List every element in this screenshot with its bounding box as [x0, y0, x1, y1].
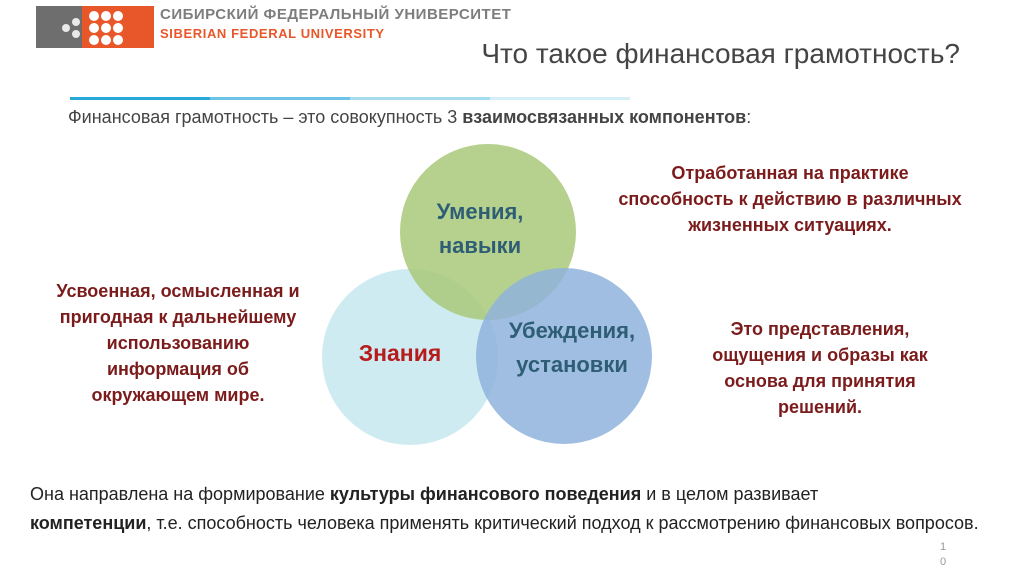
knowledge-desc-line: окружающем мире. [91, 385, 265, 405]
beliefs-desc-line: основа для принятия [724, 371, 916, 391]
beliefs-desc-line: решений. [777, 397, 863, 417]
circle-label-skills [410, 195, 550, 263]
beliefs-desc-line: ощущения и образы как [712, 345, 928, 365]
bottom-text-1: Она направлена на формирование [30, 484, 330, 504]
skills-desc-line: жизненных ситуациях. [688, 215, 892, 235]
intro-bold: взаимосвязанных компонентов [462, 107, 747, 127]
circle-label-beliefs [492, 314, 652, 382]
skills-line1: Умения, [436, 199, 524, 224]
title-rule-1 [70, 97, 210, 100]
knowledge-desc-line: использованию [106, 333, 250, 353]
skills-description [590, 160, 990, 238]
bottom-bold-1: культуры финансового поведения [329, 484, 642, 504]
knowledge-desc-line: пригодная к дальнейшему [59, 307, 297, 327]
knowledge-desc-line: информация об [106, 359, 250, 379]
title-rule-4 [490, 97, 630, 100]
title-rule-3 [350, 97, 490, 100]
title-rule-2 [210, 97, 350, 100]
beliefs-line1: Убеждения, [508, 318, 636, 343]
intro-text [68, 107, 751, 128]
intro-suffix: : [746, 107, 752, 127]
university-logo [36, 2, 154, 52]
beliefs-desc-line: Это представления, [730, 319, 910, 339]
skills-desc-line: Отработанная на практике [671, 163, 909, 183]
beliefs-line2: установки [516, 352, 628, 377]
university-name-en: SIBERIAN FEDERAL UNIVERSITY [160, 26, 385, 41]
circle-label-knowledge: Знания [358, 340, 442, 366]
bottom-text-2: и в целом развивает [641, 484, 819, 504]
bottom-paragraph [30, 480, 990, 538]
page-number [936, 540, 950, 570]
university-name-ru: СИБИРСКИЙ ФЕДЕРАЛЬНЫЙ УНИВЕРСИТЕТ [160, 6, 512, 23]
knowledge-desc-line: Усвоенная, осмысленная и [56, 281, 300, 301]
page-number-digit: 0 [939, 556, 947, 568]
slide-title: Что такое финансовая грамотность? [481, 38, 960, 69]
skills-desc-line: способность к действию в различных [618, 189, 962, 209]
beliefs-description [680, 316, 960, 420]
bottom-bold-2: компетенции [30, 513, 147, 533]
bottom-text-3: , т.е. способность человека применять критический подход к рассмотрению финансовых вопросов. [146, 513, 979, 533]
skills-line2: навыки [438, 233, 522, 258]
intro-prefix: Финансовая грамотность – это совокупность 3 [68, 107, 463, 127]
knowledge-description [28, 278, 328, 408]
page-number-digit: 1 [939, 541, 947, 553]
